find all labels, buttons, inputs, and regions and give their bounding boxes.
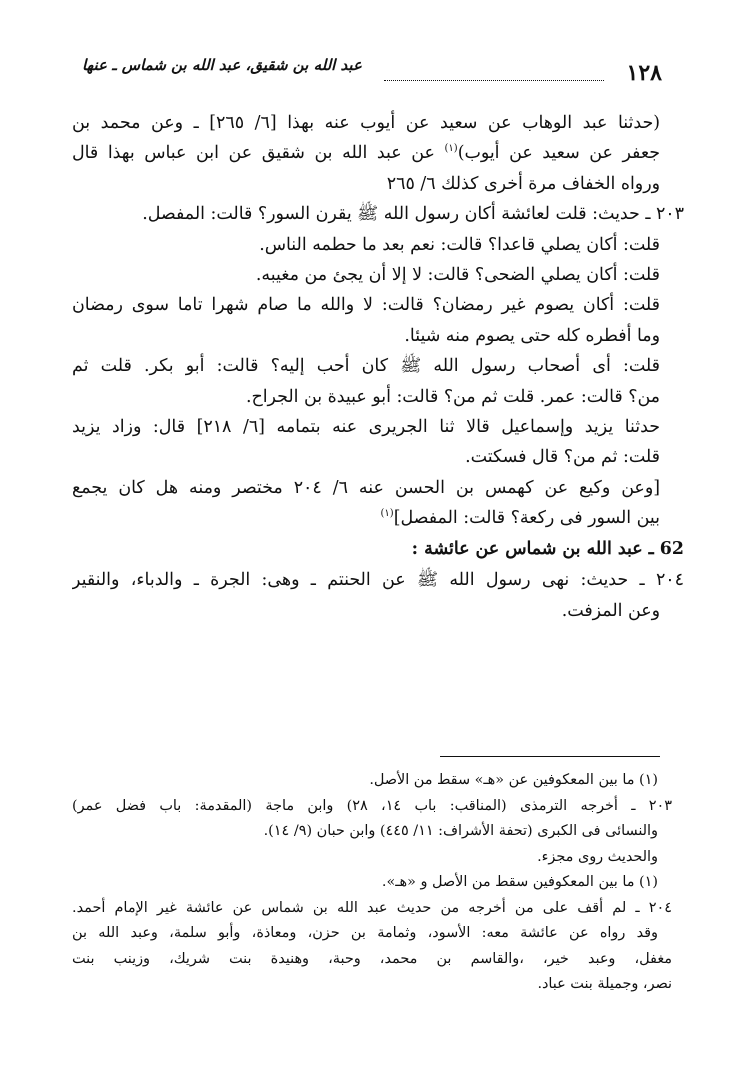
footnote-line: ٢٠٣ ـ أخرجه الترمذى (المناقب: باب ١٤، ٢٨) وابن ماجة (المقدمة: باب فضل عمر) (72, 797, 672, 814)
main-text (72, 108, 684, 626)
page-number: ١٢٨ (626, 60, 662, 86)
text-line: (حدثنا عبد الوهاب عن سعيد عن أيوب عنه بهذا [٦/ ٢٦٥] ـ وعن محمد بن (72, 113, 660, 133)
footnote-separator (440, 756, 660, 757)
footnote-line: (١) ما بين المعكوفين سقط من الأصل و «هـ». (381, 874, 658, 890)
text-line: حدثنا يزيد وإسماعيل قالا ثنا الجريرى عنه بتمامه [٦/ ٢١٨] قال: وزاد يزيد (72, 416, 660, 437)
footnote-marker: (١) (444, 143, 458, 155)
text-line: وما أفطره كله حتى يصوم منه شيئا. (404, 325, 660, 346)
footnote-line: نصر، وجميلة بنت عباد. (537, 976, 672, 992)
text-line (72, 503, 660, 533)
text-line: وعن المزفت. (561, 600, 660, 621)
footnote-marker: (١) (380, 508, 394, 520)
footnote-line: (١) ما بين المعكوفين عن «هـ» سقط من الأصل. (369, 772, 658, 788)
running-title: عبد الله بن شقيق، عبد الله بن شماس ـ عنها (82, 56, 362, 74)
section-heading: 62 ـ عبد الله بن شماس عن عائشة : (411, 539, 684, 560)
footnote-line: والنسائى فى الكبرى (تحفة الأشراف: ١١/ ٤٤٥) وابن حبان (٩/ ١٤). (263, 823, 658, 839)
footnote-line: وقد رواه عن عائشة معه: الأسود، وثمامة بن حزن، ومعاذة، وأبو سلمة، وعبد الله بن (72, 925, 658, 941)
text-line: قلت: ثم من؟ قال فسكتت. (465, 447, 660, 468)
text-line: قلت: أكان يصلي الضحى؟ قالت: لا إلا أن يجئ من مغيبه. (255, 264, 660, 285)
text-line: قلت: أكان يصوم غير رمضان؟ قالت: لا والله ما صام شهرا تاما سوى رمضان (72, 295, 660, 316)
text-line: قلت: أى أصحاب رسول الله ﷺ كان أحب إليه؟ قالت: أبو بكر. قلت ثم (72, 356, 660, 377)
text-segment: جعفر عن سعيد عن أيوب) (457, 143, 660, 164)
text-line: من؟ قالت: عمر. قلت ثم من؟ قالت: أبو عبيدة بن الجراح. (245, 386, 660, 407)
text-segment: عن عبد الله بن شقيق عن ابن عباس بهذا قال (72, 143, 445, 164)
text-line: قلت: أكان يصلي قاعدا؟ قالت: نعم بعد ما حطمه الناس. (259, 234, 660, 255)
text-line: [وعن وكيع عن كهمس بن الحسن عنه ٦/ ٢٠٤ مختصر ومنه هل كان يجمع (72, 477, 660, 498)
hadith-203-line: ٢٠٣ ـ حديث: قلت لعائشة أكان رسول الله ﷺ يقرن السور؟ قالت: المفصل. (142, 204, 684, 225)
hadith-204-line: ٢٠٤ ـ حديث: نهى رسول الله ﷺ عن الحنتم ـ وهى: الجرة ـ والدباء، والنقير (72, 570, 684, 591)
text-segment: بين السور فى ركعة؟ قالت: المفصل] (393, 508, 660, 529)
text-line (72, 138, 660, 168)
footnotes (72, 768, 672, 998)
header-dotted-rule (384, 80, 604, 81)
footnote-line: ٢٠٤ ـ لم أقف على من أخرجه من حديث عبد الله بن شماس عن عائشة غير الإمام أحمد. (72, 899, 672, 916)
text-line: ورواه الخفاف مرة أخرى كذلك ٦/ ٢٦٥ (386, 173, 660, 194)
footnote-line: والحديث روى مجزء. (537, 848, 658, 865)
page-header (82, 50, 662, 84)
footnote-line: مغفل، وعبد خير، ،والقاسم بن محمد، وحبة، وهنيدة بنت شريك، وزينب بنت (72, 950, 672, 967)
